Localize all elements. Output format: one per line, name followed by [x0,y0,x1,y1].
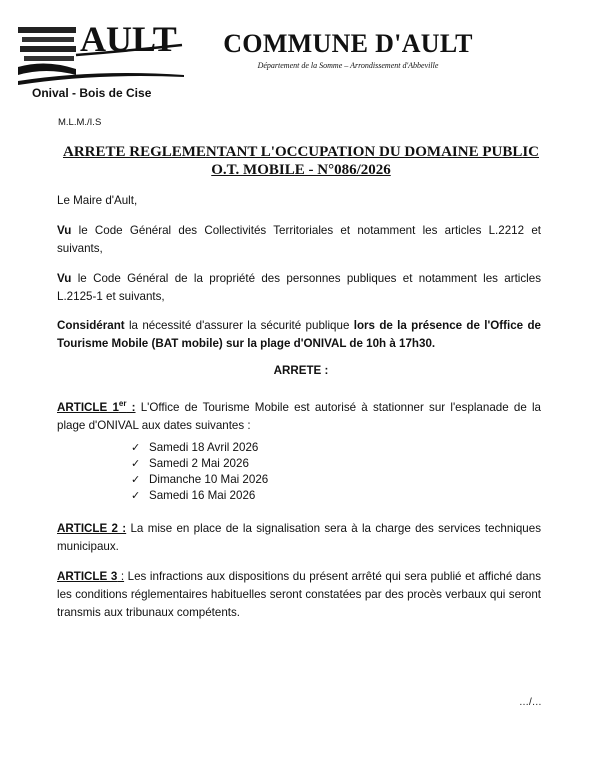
article-1-text: L'Office de Tourisme Mobile est autorisé à stationner sur l'esplanade de la plage d'ONIVAL aux dates suivantes : [57,400,541,432]
list-item: ✓ Samedi 2 Mai 2026 [131,457,249,470]
commune-subtitle: Département de la Somme – Arrondissement d'Abbeville [257,61,439,70]
vu-paragraph-2 [57,270,541,306]
dates-list [131,440,268,504]
article-3 [57,568,541,622]
article-2-label: ARTICLE 2 : [57,522,127,535]
logo-tagline: Onival - Bois de Cise [32,86,152,100]
check-icon: ✓ [131,490,141,502]
considerant-label: Considérant [57,319,125,332]
continuation-mark: …/… [519,697,542,708]
list-item: ✓ Samedi 18 Avril 2026 [131,441,259,454]
vu-text: le Code Général des Collectivités Territoriales et notamment les articles L.2212 et suivants, [57,224,541,255]
considerant-text: la nécessité d'assurer la sécurité publique [124,319,354,332]
article-1-label: ARTICLE 1er : [57,399,136,414]
article-3-text: Les infractions aux dispositions du présent arrêté qui sera publié et affiché dans les conditions réglementaires habituelles seront constatées par des procès verbaux qui seront transmis aux tribunaux compétents. [57,570,541,619]
considerant-bold-text: lors de la présence de l'Office de Tourisme Mobile (BAT mobile) sur la plage d'ONIVAL de 10h à 17h30. [57,319,541,350]
arrete-title-line2: O.T. MOBILE - N°086/2026 [211,162,391,178]
article-2 [57,520,541,556]
considerant-paragraph [57,317,541,353]
maire-line: Le Maire d'Ault, [57,194,138,207]
check-icon: ✓ [131,442,141,454]
check-icon: ✓ [131,474,141,486]
vu-label: Vu [57,224,72,237]
commune-title: COMMUNE D'AULT [223,29,473,58]
article-2-text: La mise en place de la signalisation sera à la charge des services techniques municipaux. [57,522,541,553]
list-item: ✓ Dimanche 10 Mai 2026 [131,473,269,486]
vu-text: le Code Général de la propriété des personnes publiques et notamment les articles L.2125-1 et suivants, [57,272,541,303]
vu-label: Vu [57,272,72,285]
logo-graphic [16,15,188,101]
reference: M.L.M./I.S [58,117,102,128]
check-icon: ✓ [131,458,141,470]
article-1 [57,395,541,435]
arrete-title-line1: ARRETE REGLEMENTANT L'OCCUPATION DU DOMAINE PUBLIC [62,144,539,160]
logo-name: AULT [80,19,177,59]
article-3-label: ARTICLE 3 : [57,570,125,583]
vu-paragraph-1 [57,222,541,258]
commune-logo [16,15,188,101]
arrete-heading: ARRETE : [273,364,329,377]
list-item: ✓ Samedi 16 Mai 2026 [131,489,256,502]
